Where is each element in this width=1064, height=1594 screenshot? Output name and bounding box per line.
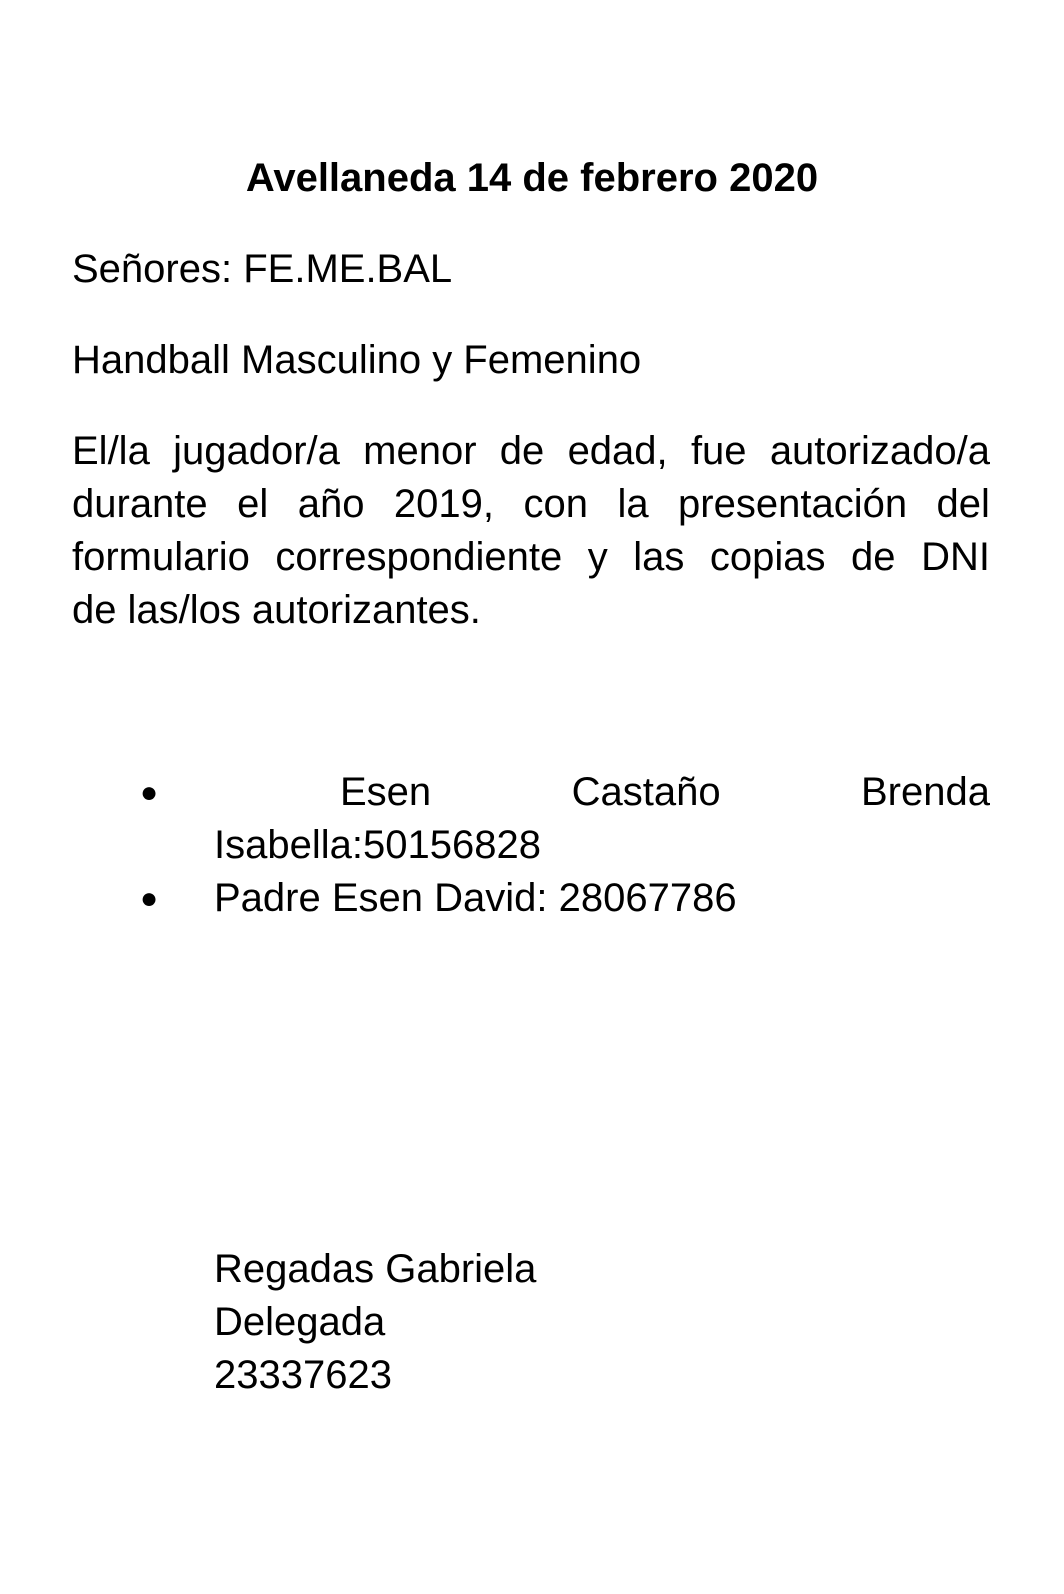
- word: Castaño: [571, 770, 721, 814]
- word: de: [72, 588, 117, 632]
- paragraph-line: [72, 584, 990, 637]
- list-item: [0, 766, 1064, 872]
- word: año: [297, 482, 365, 526]
- word: edad,: [567, 429, 668, 473]
- word: presentación: [678, 482, 908, 526]
- word: formulario: [72, 535, 250, 579]
- date-heading: Avellaneda 14 de febrero 2020: [245, 156, 819, 200]
- word: autorizantes.: [251, 588, 481, 632]
- word: del: [936, 482, 990, 526]
- paragraph-line: [72, 531, 990, 584]
- list-item-line: [214, 766, 990, 819]
- word: las/los: [127, 588, 241, 632]
- signer-id-number: 23337623: [214, 1353, 392, 1397]
- authorized-persons-list: [0, 766, 1064, 925]
- bullet-icon: ●: [140, 776, 159, 809]
- word: 2019,: [393, 482, 495, 526]
- word: con: [523, 482, 588, 526]
- word: de: [499, 429, 545, 473]
- signer-name: Regadas Gabriela: [214, 1247, 537, 1291]
- paragraph-line: [72, 425, 990, 478]
- word: menor: [363, 429, 477, 473]
- list-item: [0, 872, 1064, 925]
- word: y: [587, 535, 608, 579]
- list-item-line: [214, 819, 990, 872]
- word: jugador/a: [173, 429, 340, 473]
- word: la: [617, 482, 649, 526]
- subject-line: Handball Masculino y Femenino: [72, 338, 642, 382]
- word: El/la: [72, 429, 150, 473]
- word: fue: [690, 429, 747, 473]
- word: DNI: [921, 535, 990, 579]
- name-and-dni: Padre Esen David: 28067786: [214, 876, 737, 920]
- word: de: [851, 535, 896, 579]
- bullet-icon: ●: [140, 882, 159, 915]
- signer-role: Delegada: [214, 1300, 386, 1344]
- word: copias: [709, 535, 826, 579]
- word: Esen: [340, 770, 432, 814]
- paragraph-line: [72, 478, 990, 531]
- word: durante: [72, 482, 208, 526]
- word: autorizado/a: [769, 429, 990, 473]
- body-paragraph: [72, 425, 990, 637]
- word: el: [237, 482, 269, 526]
- salutation: Señores: FE.ME.BAL: [72, 247, 453, 291]
- word: Brenda: [861, 770, 990, 814]
- list-item-line: [214, 872, 990, 925]
- word: las: [633, 535, 685, 579]
- signature-block: [214, 1243, 536, 1402]
- word: correspondiente: [275, 535, 563, 579]
- name-and-dni: Isabella:50156828: [214, 823, 541, 867]
